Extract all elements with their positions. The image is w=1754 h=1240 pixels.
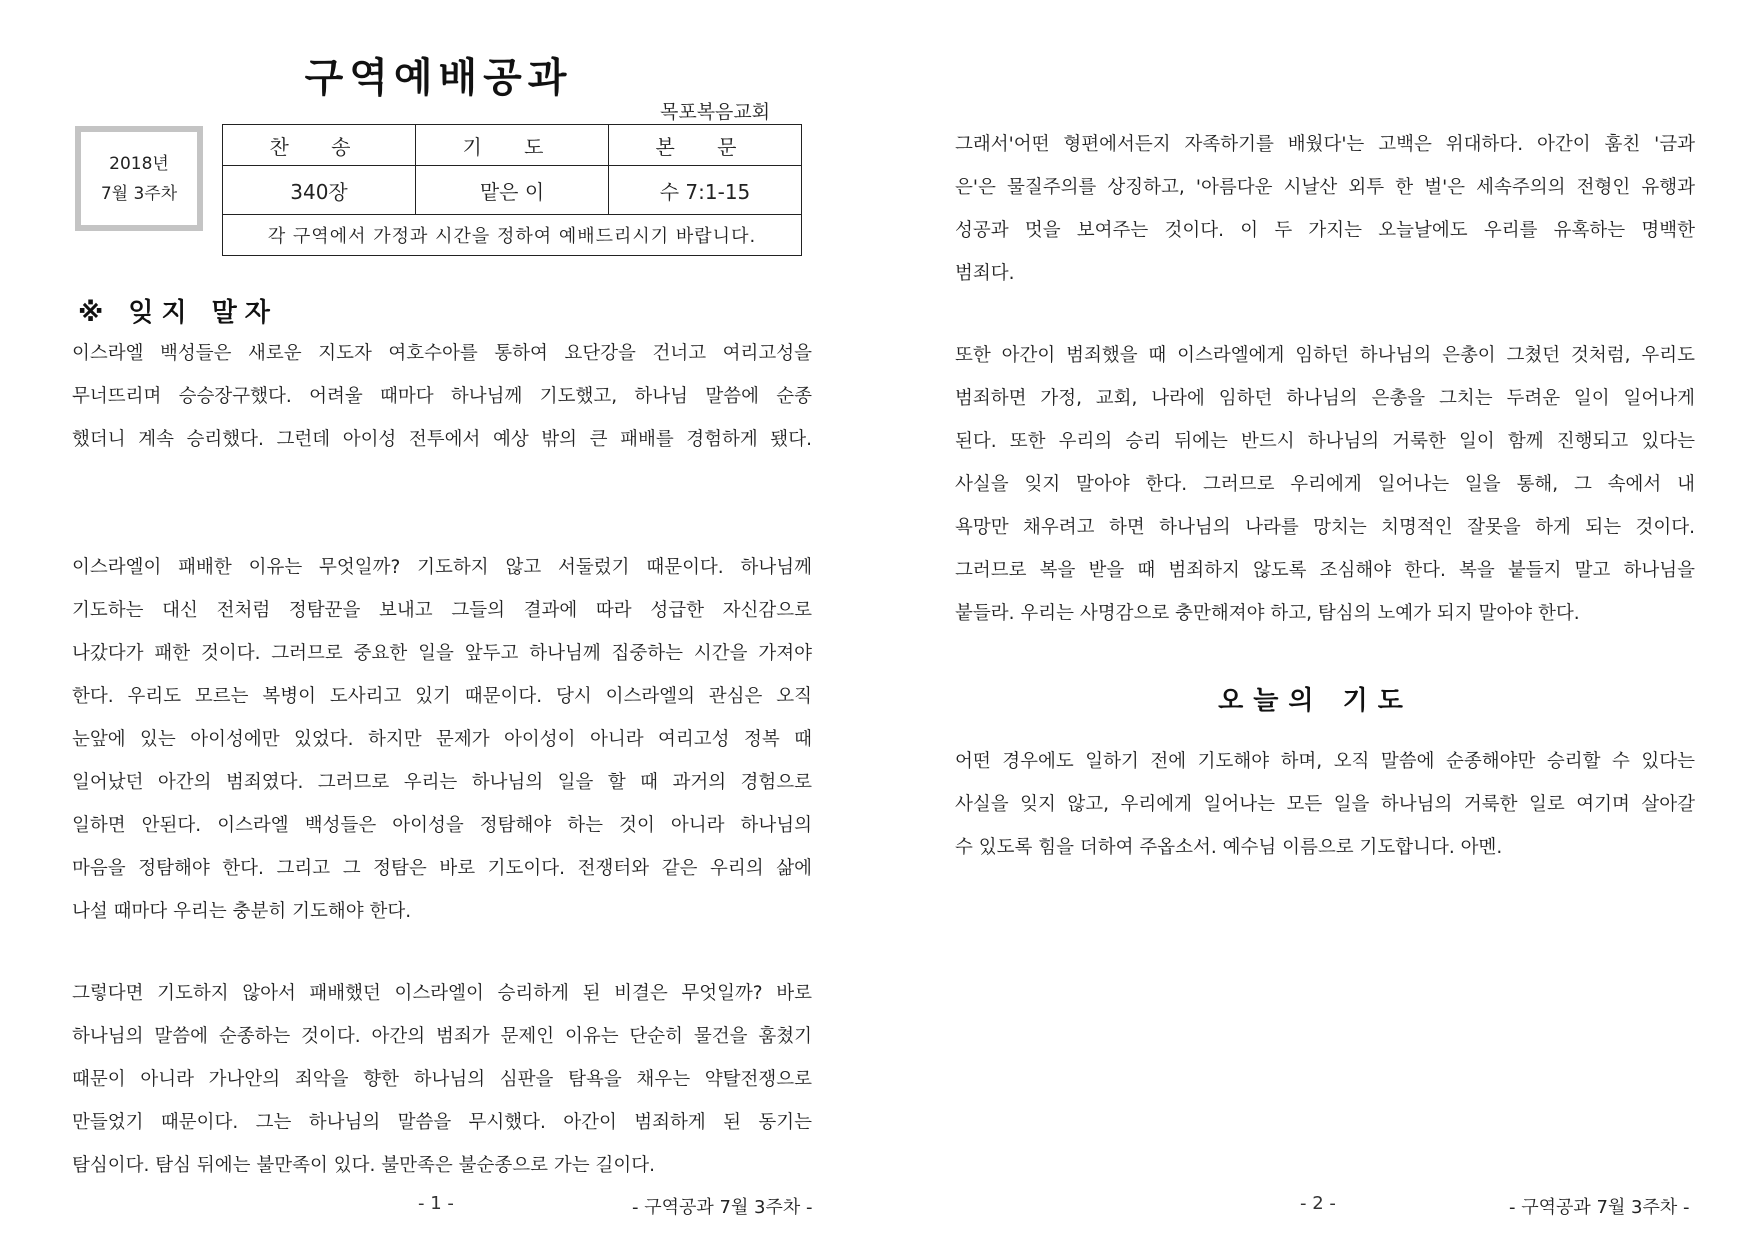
text-line: 눈앞에 있는 아이성에만 있었다. 하지만 문제가 아이성이 아니라 여리고성 정복 때 (72, 729, 812, 750)
text-line: 했더니 계속 승리했다. 그런데 아이성 전투에서 예상 밖의 큰 패배를 경험하게 됐다. (72, 429, 812, 450)
text-line: 하나님의 말씀에 순종하는 것이다. 아간의 범죄가 문제인 이유는 단순히 물건을 훔쳤기 (72, 1026, 812, 1047)
text-line: 탐심이다. 탐심 뒤에는 불만족이 있다. 불만족은 불순종으로 가는 길이다. (72, 1155, 655, 1176)
prayer-heading: 오늘의 기도 (1218, 686, 1413, 716)
text-line: 사실을 잊지 말아야 한다. 그러므로 우리에게 일어나는 일을 통해, 그 속에서 내 (955, 474, 1695, 495)
date-year: 2018년 (109, 153, 169, 174)
text-line: 나설 때마다 우리는 충분히 기도해야 한다. (72, 901, 412, 922)
table-note: 각 구역에서 가정과 시간을 정하여 예배드리시기 바랍니다. (223, 215, 802, 256)
header-hymn: 찬 송 (223, 125, 416, 166)
church-name: 목포복음교회 (660, 101, 771, 123)
paragraph-1 (72, 332, 812, 461)
paragraph-5 (955, 334, 1695, 635)
text-line: 그러므로 복을 받을 때 범죄하지 않도록 조심해야 한다. 복을 붙들지 말고 하나님을 (955, 560, 1695, 581)
footer-tag: - 구역공과 7월 3주차 - (632, 1197, 813, 1218)
page-number: - 1 - (418, 1193, 454, 1214)
date-box (75, 126, 203, 231)
text-line: 그렇다면 기도하지 않아서 패배했던 이스라엘이 승리하게 된 비결은 무엇일까? 바로 (72, 983, 812, 1004)
text-line: 마음을 정탐해야 한다. 그리고 그 정탐은 바로 기도이다. 전쟁터와 같은 우리의 삶에 (72, 858, 812, 879)
date-week: 7월 3주차 (100, 183, 178, 204)
text-line: 어떤 경우에도 일하기 전에 기도해야 하며, 오직 말씀에 순종해야만 승리할 수 있다는 (955, 751, 1695, 772)
text-line: 한다. 우리도 모르는 복병이 도사리고 있기 때문이다. 당시 이스라엘의 관심은 오직 (72, 686, 812, 707)
text-line: 은'은 물질주의를 상징하고, '아름다운 시날산 외투 한 벌'은 세속주의의 전형인 유행과 (955, 177, 1695, 198)
paragraph-4 (955, 123, 1695, 295)
document-title: 구역예배공과 (304, 55, 573, 101)
text-line: 만들었기 때문이다. 그는 하나님의 말씀을 무시했다. 아간이 범죄하게 된 동기는 (72, 1112, 812, 1133)
text-line: 때문이 아니라 가나안의 죄악을 향한 하나님의 심판을 탐욕을 채우는 약탈전쟁으로 (72, 1069, 812, 1090)
page-2 (877, 0, 1754, 1240)
text-line: 그래서'어떤 형편에서든지 자족하기를 배웠다'는 고백은 위대하다. 아간이 훔친 '금과 (955, 134, 1695, 155)
page-number: - 2 - (1300, 1193, 1336, 1214)
text-line: 사실을 잊지 않고, 우리에게 일어나는 모든 일을 하나님의 거룩한 일로 여기며 살아갈 (955, 794, 1695, 815)
section-heading: ※ 잊지 말자 (78, 298, 278, 328)
text-line: 일하면 안된다. 이스라엘 백성들은 아이성을 정탐해야 하는 것이 아니라 하나님의 (72, 815, 812, 836)
header-scripture: 본 문 (609, 125, 802, 166)
paragraph-2 (72, 546, 812, 933)
text-line: 또한 아간이 범죄했을 때 이스라엘에게 임하던 하나님의 은총이 그쳤던 것처럼, 우리도 (955, 345, 1695, 366)
text-line: 무너뜨리며 승승장구했다. 어려울 때마다 하나님께 기도했고, 하나님 말씀에 순종 (72, 386, 812, 407)
value-hymn: 340장 (223, 166, 416, 215)
value-prayer: 맡은 이 (416, 166, 609, 215)
worship-info-table (222, 124, 802, 256)
text-line: 나갔다가 패한 것이다. 그러므로 중요한 일을 앞두고 하나님께 집중하는 시간을 가져야 (72, 643, 812, 664)
text-line: 범죄하면 가정, 교회, 나라에 임하던 하나님의 은총을 그치는 두려운 일이 일어나게 (955, 388, 1695, 409)
header-prayer: 기 도 (416, 125, 609, 166)
text-line: 성공과 멋을 보여주는 것이다. 이 두 가지는 오늘날에도 우리를 유혹하는 명백한 (955, 220, 1695, 241)
text-line: 일어났던 아간의 범죄였다. 그러므로 우리는 하나님의 일을 할 때 과거의 경험으로 (72, 772, 812, 793)
text-line: 이스라엘이 패배한 이유는 무엇일까? 기도하지 않고 서둘렀기 때문이다. 하나님께 (72, 557, 812, 578)
prayer-paragraph (955, 740, 1695, 869)
text-line: 기도하는 대신 전처럼 정탐꾼을 보내고 그들의 결과에 따라 성급한 자신감으로 (72, 600, 812, 621)
text-line: 이스라엘 백성들은 새로운 지도자 여호수아를 통하여 요단강을 건너고 여리고성을 (72, 343, 812, 364)
text-line: 수 있도록 힘을 더하여 주옵소서. 예수님 이름으로 기도합니다. 아멘. (955, 837, 1503, 858)
text-line: 범죄다. (955, 263, 1015, 284)
text-line: 된다. 또한 우리의 승리 뒤에는 반드시 하나님의 거룩한 일이 함께 진행되고 있다는 (955, 431, 1695, 452)
value-scripture: 수 7:1-15 (609, 166, 802, 215)
footer-tag: - 구역공과 7월 3주차 - (1509, 1197, 1690, 1218)
text-line: 욕망만 채우려고 하면 하나님의 나라를 망치는 치명적인 잘못을 하게 되는 것이다. (955, 517, 1695, 538)
text-line: 붙들라. 우리는 사명감으로 충만해져야 하고, 탐심의 노예가 되지 말아야 한다. (955, 603, 1580, 624)
paragraph-3 (72, 972, 812, 1187)
